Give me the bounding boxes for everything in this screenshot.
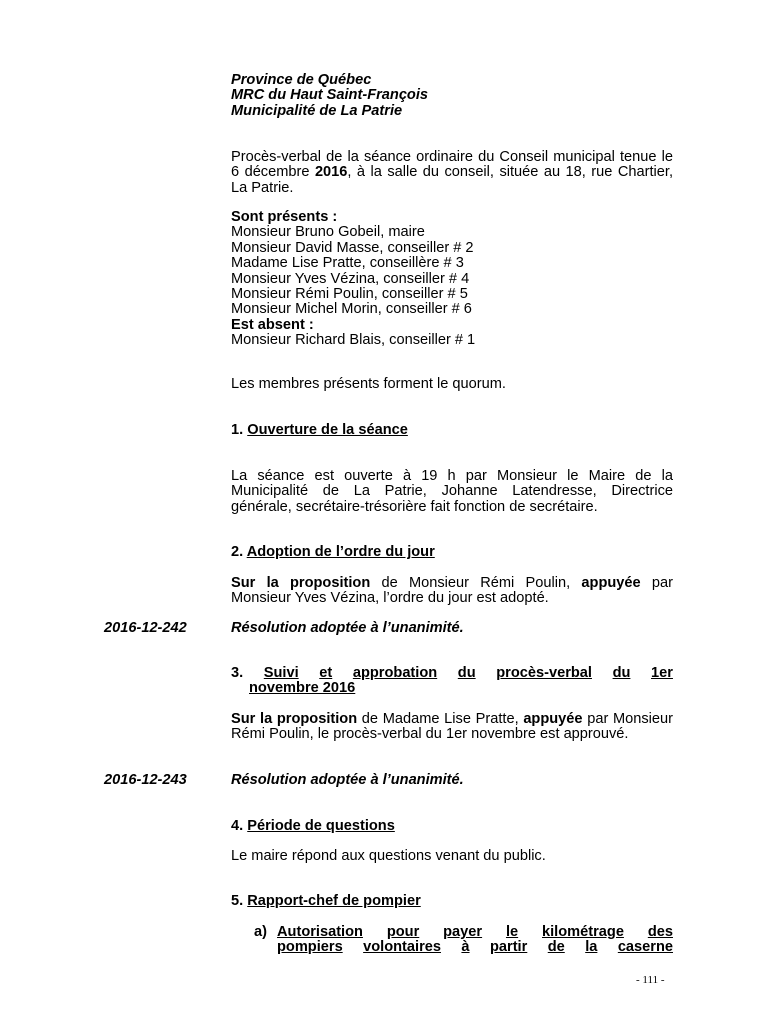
resolution-number: 2016-12-242 [104, 620, 187, 636]
present-member: Monsieur David Masse, conseiller # 2 [231, 239, 474, 256]
section-5-title: Rapport-chef de pompier [247, 893, 421, 909]
section-5-heading: 5. Rapport-chef de pompier [231, 893, 421, 909]
section-3-heading: 3. Suivi et approbation du procès-verbal du 1er novembre 2016 [231, 665, 673, 697]
present-title: Sont présents : [231, 209, 338, 225]
resolution-number: 2016-12-243 [104, 772, 187, 788]
meeting-year: 2016 [314, 164, 348, 181]
section-1-title: Ouverture de la séance [247, 422, 408, 438]
present-member: Madame Lise Pratte, conseillère # 3 [231, 255, 464, 272]
present-member: Monsieur Michel Morin, conseiller # 6 [231, 301, 472, 318]
attendance-block [231, 210, 673, 349]
present-member: Monsieur Rémi Poulin, conseiller # 5 [231, 285, 468, 302]
section-4-title: Période de questions [247, 818, 395, 834]
section-1-heading: 1. Ouverture de la séance [231, 422, 408, 438]
page-number: - 111 - [636, 974, 665, 986]
section-2-text: Sur la proposition de Monsieur Rémi Poulin, appuyée par Monsieur Yves Vézina, l’ordre du jour est adopté. [231, 575, 673, 607]
municipality-line: Municipalité de La Patrie [231, 102, 403, 119]
absent-title: Est absent : [231, 316, 314, 333]
province-line: Province de Québec [231, 72, 372, 88]
document-page: Province de Québec MRC du Haut Saint-François Municipalité de La Patrie Procès-verbal de la séance ordinaire du Conseil municipal tenue le 6 décembre 2016, à la salle du conseil, située au 18, rue Chartier, La Patrie. Sont présents : Monsieur Bruno Gobeil, maire Monsieur David Masse, conseiller # 2 Madame Lise Pratte, conseillère # 3 Monsieur Yves Vézina, conseiller # 4 Monsieur Rémi Poulin, conseiller # 5 Monsieur Michel Morin, conseiller # 6 Est absent : Monsieur Richard Blais, conseiller # 1 Les membres présents forment le quorum. 1. Ouverture de la séance La séance est ouverte à 19 h par Monsieur le Maire de la Municipalité de La Patrie, Johanne Latendresse, Directrice générale, secrétaire-trésorière fait fonction de secrétaire. 2. Adoption de l’ordre du jour Sur la proposition de Monsieur Rémi Poulin, appuyée par Monsieur Yves Vézina, l’ordre du jour est adopté. 2016-12-242 Résolution adoptée à l’unanimité. 3. Suivi et approbation du procès-verbal du 1er novembre 2016 Sur la proposition de Madame Lise Pratte, appuyée par Monsieur Rémi Poulin, le procès-verbal du 1er novembre est approuvé. 2016-12-243 Résolution adoptée à l’unanimité. 4. Période de questions Le maire répond aux questions venant du public. 5. Rapport-chef de pompier a) Autorisation pour payer le kilométrage des pompiers volontaires à partir de la caserne - 111 - [0, 0, 770, 1024]
section-3-text: Sur la proposition de Madame Lise Pratte, appuyée par Monsieur Rémi Poulin, le procès-verbal du 1er novembre est approuvé. [231, 711, 674, 743]
quorum-statement: Les membres présents forment le quorum. [231, 376, 506, 392]
absent-member: Monsieur Richard Blais, conseiller # 1 [231, 332, 476, 349]
resolution-text: Résolution adoptée à l’unanimité. [231, 772, 464, 788]
section-4-text: Le maire répond aux questions venant du public. [231, 848, 546, 864]
section-4-heading: 4. Période de questions [231, 818, 395, 834]
section-1-text: La séance est ouverte à 19 h par Monsieur le Maire de la Municipalité de La Patrie, Johanne Latendresse, Directrice générale, secrétaire-trésorière fait fonction de secrétaire. [231, 468, 673, 515]
document-header [231, 73, 673, 119]
mrc-line: MRC du Haut Saint-François [231, 87, 429, 104]
item-label: a) [254, 924, 267, 940]
present-member: Monsieur Yves Vézina, conseiller # 4 [231, 270, 470, 287]
intro-paragraph: Procès-verbal de la séance ordinaire du Conseil municipal tenue le 6 décembre 2016, à la salle du conseil, située au 18, rue Chartier, La Patrie. [231, 149, 673, 196]
section-2-title: Adoption de l’ordre du jour [246, 544, 435, 560]
resolution-text: Résolution adoptée à l’unanimité. [231, 620, 464, 636]
present-member: Monsieur Bruno Gobeil, maire [231, 224, 425, 241]
section-2-heading: 2. Adoption de l’ordre du jour [231, 544, 435, 560]
